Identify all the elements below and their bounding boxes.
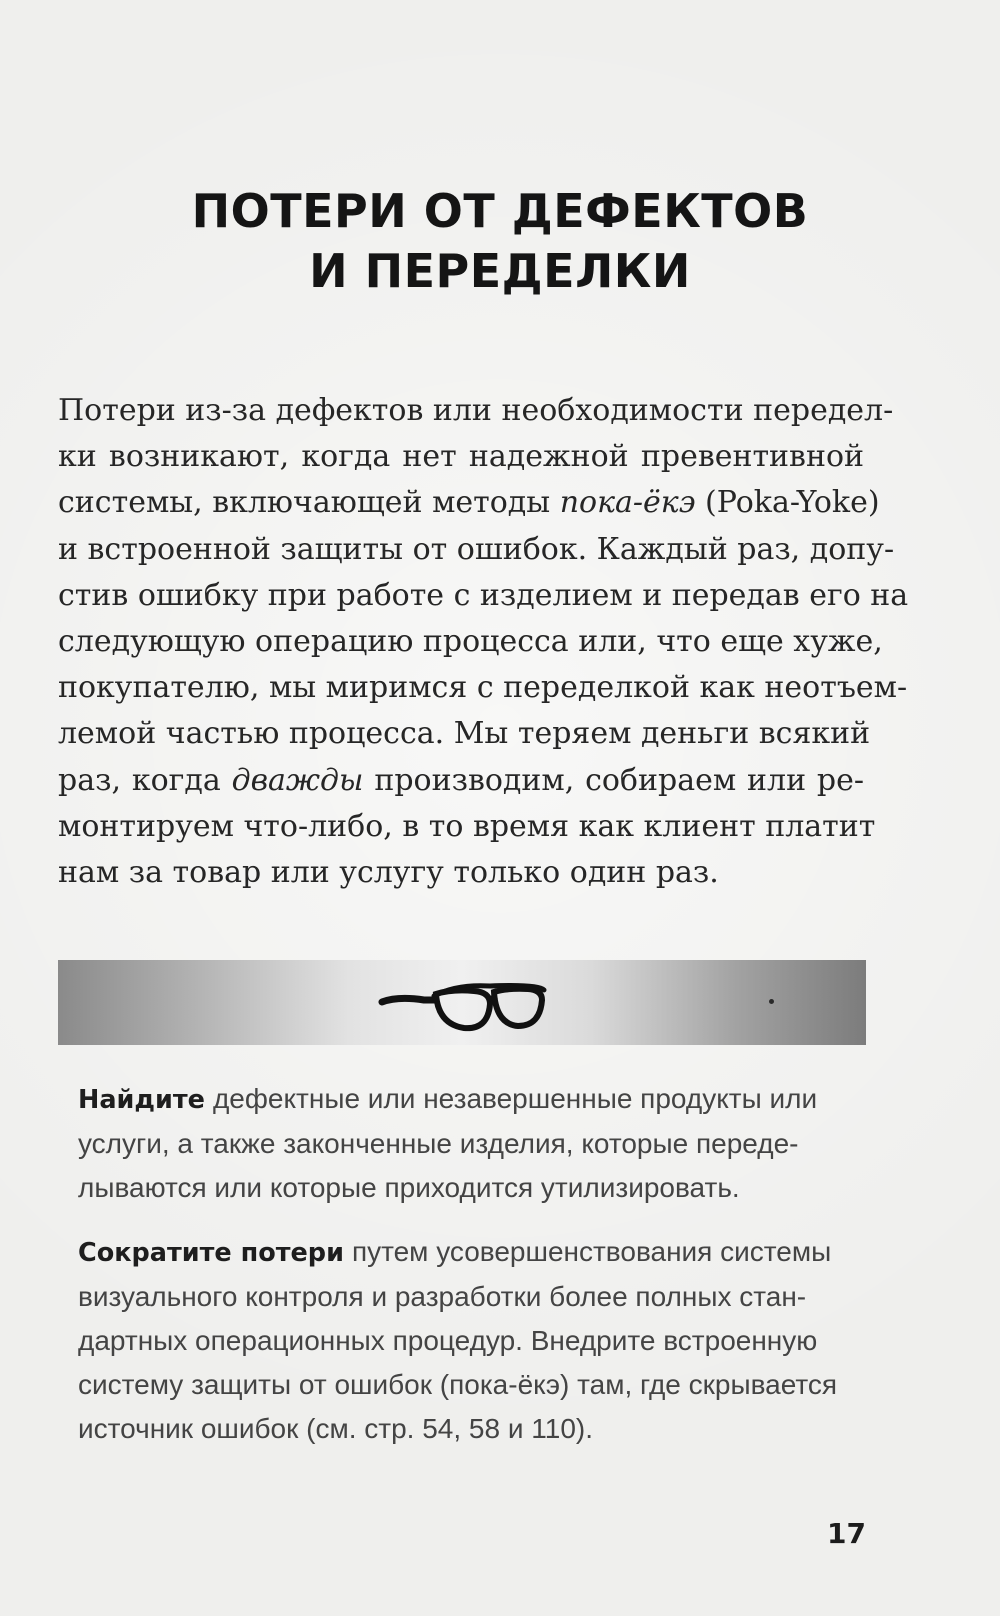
tip-line: источник ошибок (см. стр. 54, 58 и 110). [78, 1413, 594, 1444]
body-line [58, 480, 880, 526]
tip-line [78, 1230, 858, 1275]
body-paragraph [58, 388, 909, 896]
banner-dot [769, 999, 774, 1004]
glasses-icon [378, 974, 548, 1038]
tip-line [78, 1077, 858, 1122]
body-line: стив ошибку при работе с изделием и передав его на [58, 577, 909, 613]
tip-reduce [78, 1230, 858, 1451]
body-line: нам за товар или услугу только один раз. [58, 855, 719, 891]
tip-line: услуги, а также законченные изделия, которые переде- [78, 1128, 799, 1159]
page-number: 17 [827, 1517, 866, 1550]
tip-line: лываются или которые приходится утилизировать. [78, 1172, 740, 1203]
italic-term-poka-yoke: пока-ёкэ [559, 485, 696, 521]
tip-text: дефектные или незавершенные продукты или [212, 1083, 818, 1114]
body-line: монтируем что-либо, в то время как клиент платит [58, 808, 876, 844]
body-line: лемой частью процесса. Мы теряем деньги всякий [58, 716, 871, 752]
body-line: Потери из-за дефектов или необходимости передел- [58, 393, 894, 428]
page-title [0, 181, 1000, 301]
gradient-banner [58, 960, 866, 1045]
tip-text: путем усовершенствования системы [351, 1236, 832, 1267]
body-line-text: системы, включающей методы [58, 485, 560, 521]
body-line: ки возникают, когда нет надежной превентивной [58, 439, 864, 475]
body-line: покупателю, мы миримся с переделкой как неотъем- [58, 670, 908, 706]
title-line-1: ПОТЕРИ ОТ ДЕФЕКТОВ [191, 183, 809, 238]
tip-find-lead: Найдите [78, 1085, 205, 1115]
italic-term-twice: дважды [231, 762, 364, 798]
body-line [58, 758, 864, 804]
tip-line: визуального контроля и разработки более полных стан- [78, 1281, 807, 1312]
body-line-text: производим, собираем или ре- [363, 762, 864, 798]
tip-line: дартных операционных процедур. Внедрите встроенную [78, 1325, 818, 1356]
body-line: и встроенной защиты от ошибок. Каждый раз, допу- [58, 531, 895, 567]
body-line-text: раз, когда [58, 762, 232, 798]
body-line-text: (Poka-Yoke) [695, 485, 880, 521]
tip-reduce-lead: Сократите потери [78, 1238, 344, 1268]
title-line-2: И ПЕРЕДЕЛКИ [309, 243, 691, 298]
tip-find [78, 1077, 858, 1210]
tip-line: систему защиты от ошибок (пока-ёкэ) там, где скрывается [78, 1369, 838, 1400]
body-line: следующую операцию процесса или, что еще хуже, [58, 624, 883, 660]
